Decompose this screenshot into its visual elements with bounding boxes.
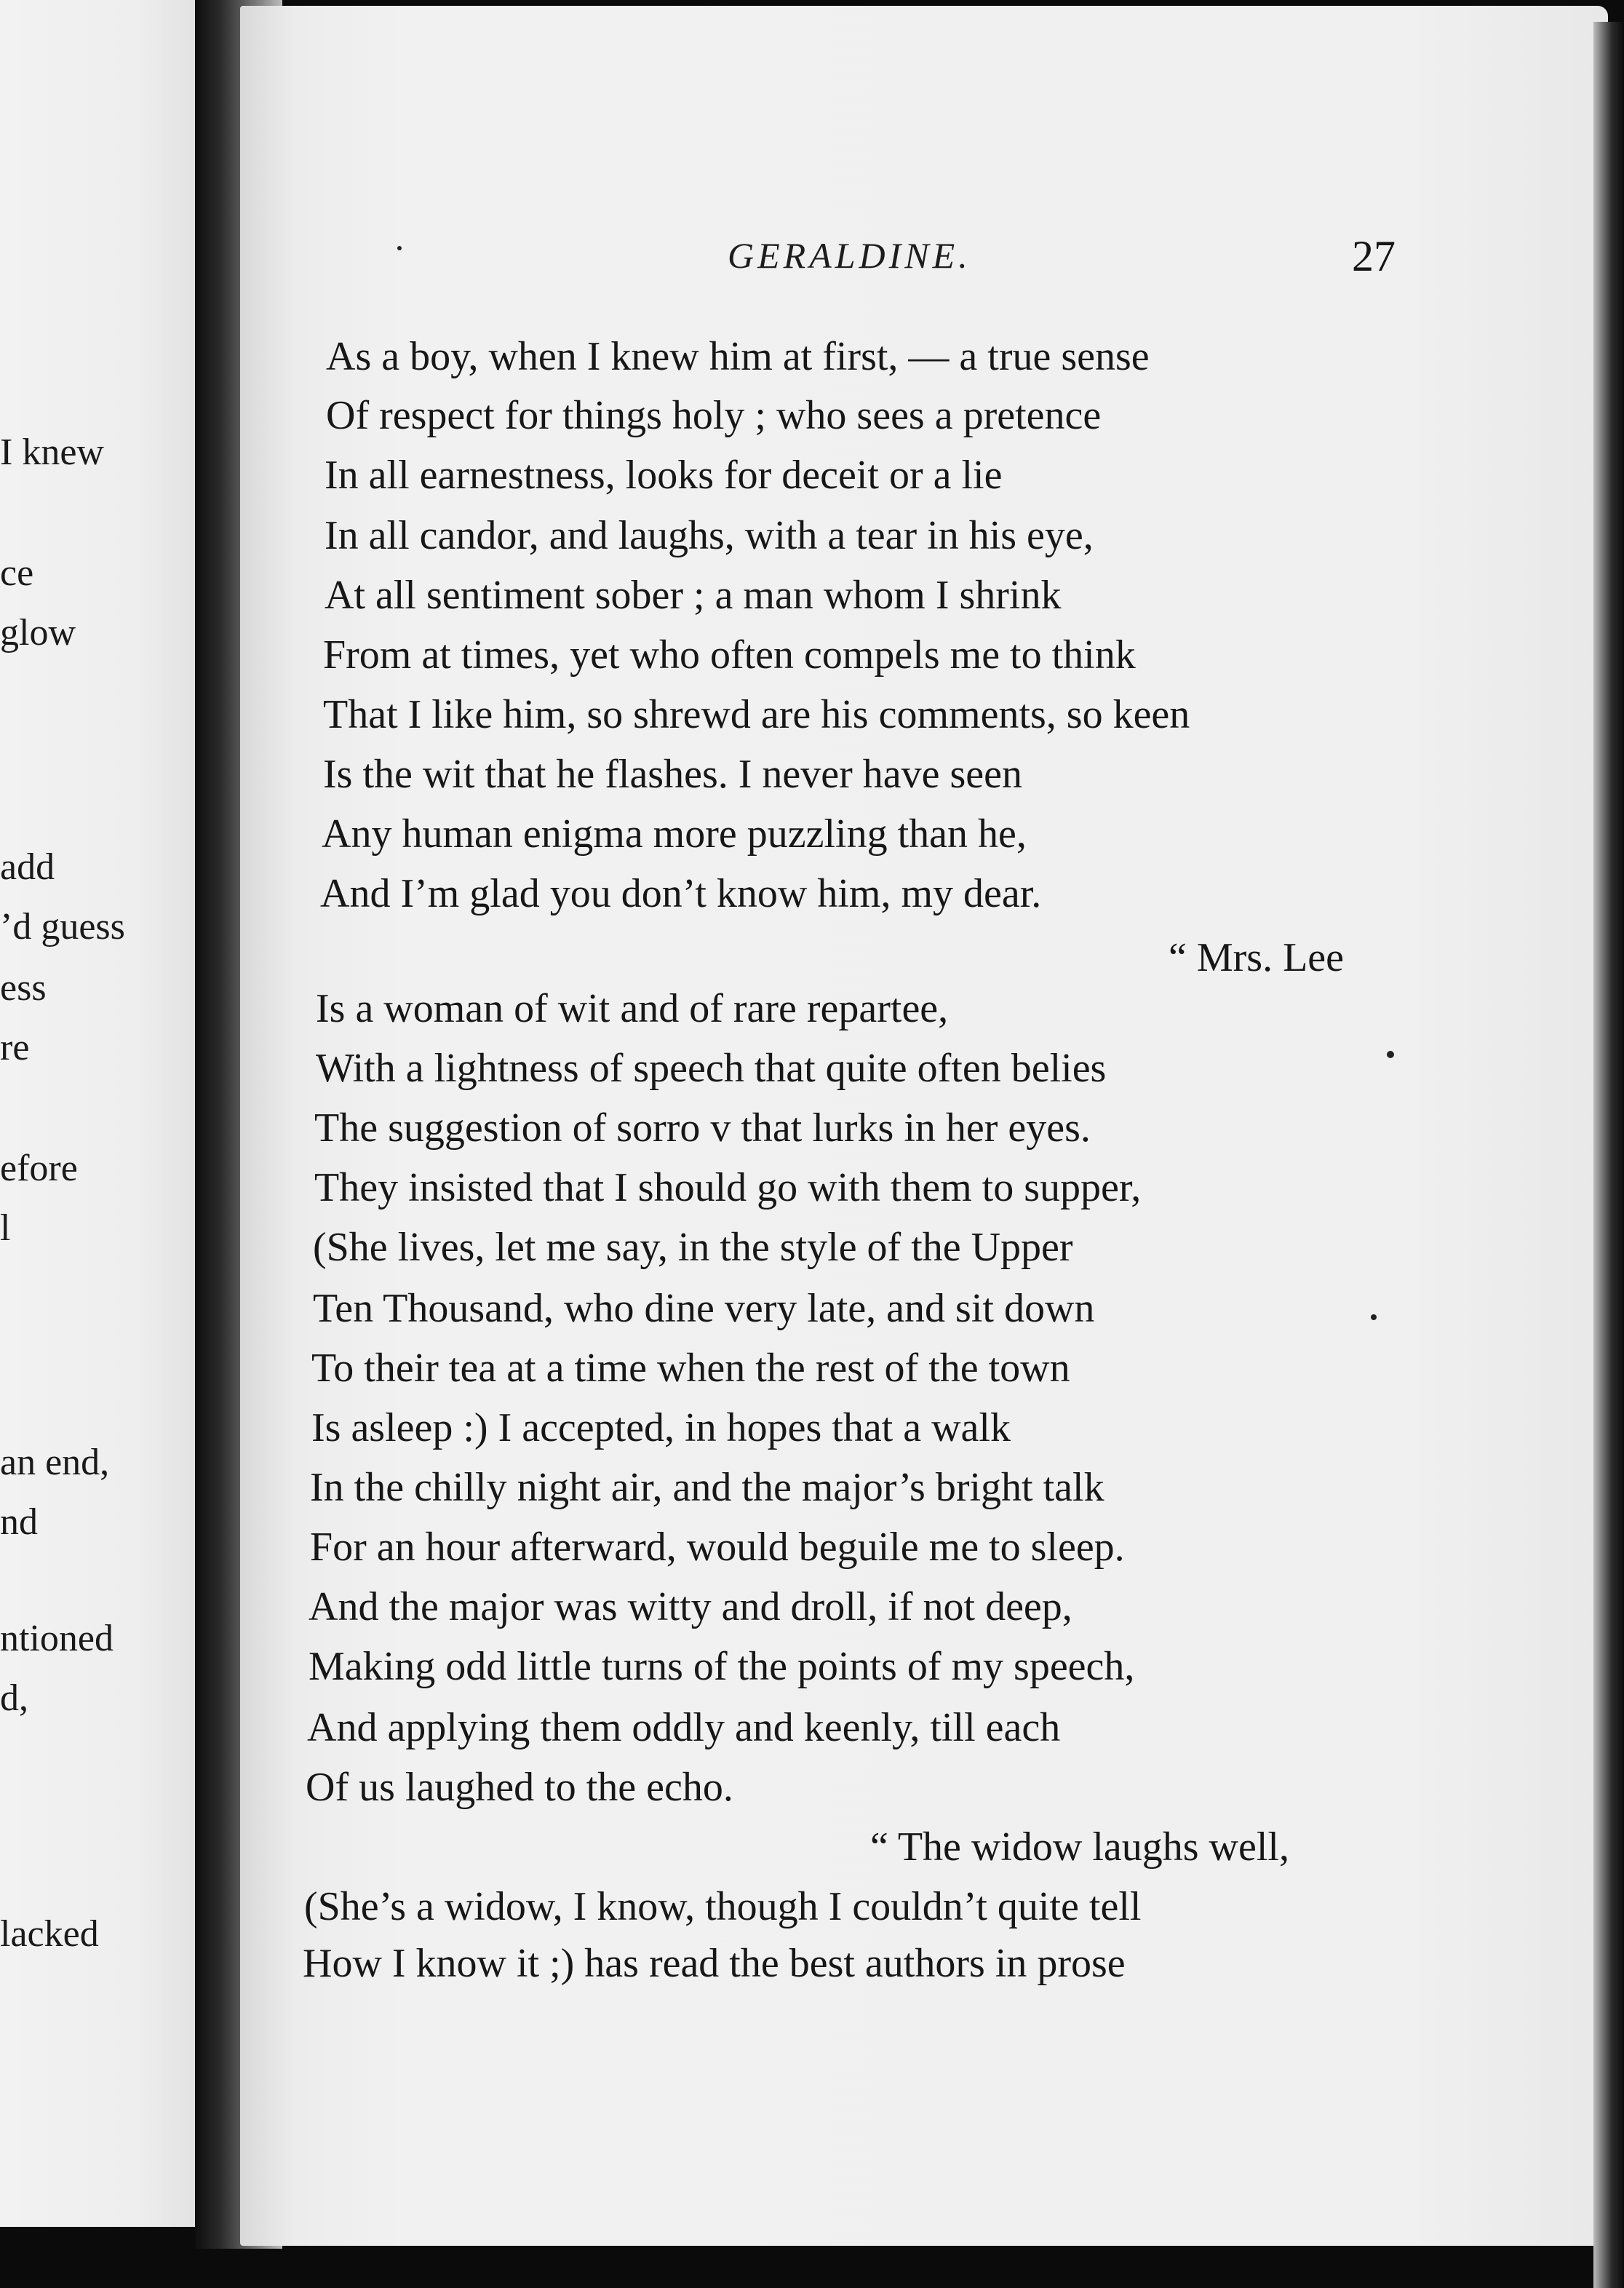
verse-line: Of us laughed to the echo. (306, 1765, 733, 1810)
left-fragment: ntioned (0, 1618, 114, 1659)
running-head: GERALDINE. (728, 235, 971, 276)
verse-line: For an hour afterward, would beguile me to sleep. (310, 1525, 1125, 1570)
left-fragment: re (0, 1027, 30, 1068)
verse-line: In all candor, and laughs, with a tear in his eye, (325, 513, 1094, 558)
verse-line: In all earnestness, looks for deceit or a lie (325, 453, 1003, 498)
left-fragment: l (0, 1207, 11, 1249)
left-fragment: I knew (0, 432, 104, 473)
verse-line: At all sentiment sober ; a man whom I shrink (325, 573, 1062, 618)
verse-line: Is the wit that he flashes. I never have seen (323, 752, 1022, 797)
page-edge-shadow (1593, 22, 1624, 2288)
verse-line: Ten Thousand, who dine very late, and sit down (313, 1286, 1095, 1331)
verse-line: To their tea at a time when the rest of the town (311, 1346, 1070, 1391)
verse-line: From at times, yet who often compels me to think (323, 632, 1136, 678)
page-number: 27 (1352, 232, 1396, 280)
verse-line: And applying them oddly and keenly, till each (307, 1705, 1061, 1750)
left-fragment: ess (0, 967, 47, 1009)
verse-line: Making odd little turns of the points of my speech, (309, 1644, 1135, 1689)
verse-line: Any human enigma more puzzling than he, (322, 811, 1027, 857)
left-fragment: ce (0, 552, 34, 594)
verse-line: “ The widow laughs well, (870, 1824, 1289, 1870)
verse-line: How I know it ;) has read the best authors in prose (303, 1941, 1126, 1986)
left-fragment: lacked (0, 1913, 99, 1955)
verse-line: Is a woman of wit and of rare repartee, (316, 986, 949, 1031)
left-fragment: an end, (0, 1442, 110, 1483)
verse-line: In the chilly night air, and the major’s bright talk (310, 1465, 1104, 1510)
ink-speck (397, 246, 402, 250)
verse-line: Of respect for things holy ; who sees a pretence (326, 393, 1102, 438)
left-fragment: add (0, 846, 55, 888)
verse-line: (She lives, let me say, in the style of the Upper (313, 1225, 1073, 1270)
verse-line: With a lightness of speech that quite often belies (316, 1046, 1107, 1091)
left-fragment: efore (0, 1148, 78, 1189)
left-fragment: ’d guess (0, 906, 125, 948)
ink-speck (1387, 1051, 1394, 1058)
left-fragment: d, (0, 1677, 28, 1719)
verse-line: And the major was witty and droll, if not deep, (309, 1584, 1072, 1629)
ink-speck (1371, 1314, 1377, 1320)
verse-line: That I like him, so shrewd are his comments, so keen (323, 692, 1190, 737)
left-fragment: glow (0, 612, 76, 654)
verse-line: “ Mrs. Lee (1169, 935, 1345, 980)
left-fragment: nd (0, 1501, 38, 1543)
verse-line: And I’m glad you don’t know him, my dear. (320, 871, 1042, 916)
verse-line: The suggestion of sorro v that lurks in her eyes. (314, 1105, 1091, 1151)
previous-page-fragment (0, 0, 195, 2227)
verse-line: (She’s a widow, I know, though I couldn’t quite tell (304, 1884, 1142, 1929)
verse-line: As a boy, when I knew him at first, — a true sense (326, 334, 1150, 379)
verse-line: They insisted that I should go with them to supper, (314, 1165, 1142, 1210)
verse-line: Is asleep :) I accepted, in hopes that a walk (311, 1405, 1011, 1450)
